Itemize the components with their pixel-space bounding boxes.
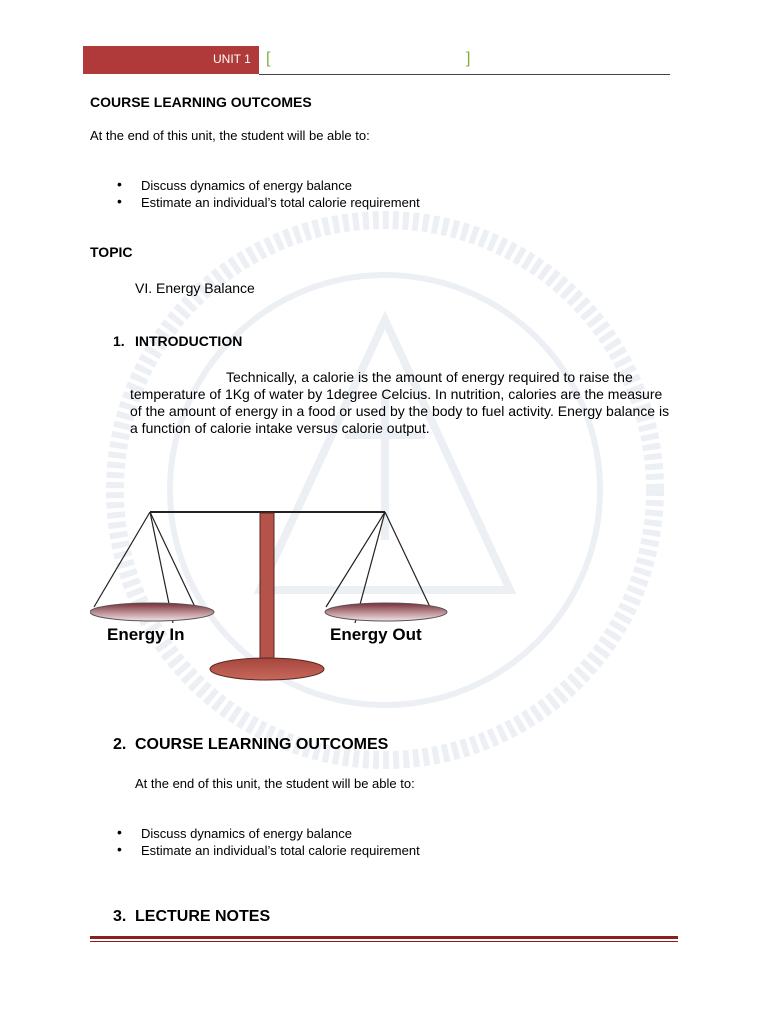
energy-out-label: Energy Out [330, 625, 422, 644]
energy-in-label: Energy In [107, 625, 185, 644]
header-bracket-open: [ [266, 50, 271, 67]
footer-rule-thin [90, 941, 678, 942]
balance-scale-figure [90, 505, 450, 685]
list-item: • Discuss dynamics of energy balance [117, 825, 420, 842]
section1-heading: INTRODUCTION [135, 333, 243, 349]
topic-heading: TOPIC [90, 244, 133, 260]
section2-number: 2. [113, 736, 127, 753]
intro-paragraph [130, 369, 675, 437]
section3-number: 3. [113, 908, 127, 925]
section2-heading: COURSE LEARNING OUTCOMES [135, 736, 389, 753]
list-item: • Estimate an individual’s total calorie requirement [117, 842, 420, 859]
unit-label: UNIT 1 [213, 52, 251, 66]
list-item: • Discuss dynamics of energy balance [117, 177, 420, 194]
list-item: • Estimate an individual’s total calorie requirement [117, 194, 420, 211]
header-rule [259, 74, 670, 75]
outcomes-list [117, 177, 420, 211]
section3-heading: LECTURE NOTES [135, 908, 271, 925]
header-bracket-close: ] [466, 50, 471, 67]
outcomes-heading: COURSE LEARNING OUTCOMES [90, 94, 312, 110]
section1-number: 1. [113, 333, 125, 349]
balance-scale-illustration [90, 505, 450, 685]
section2-intro: At the end of this unit, the student will be able to: [135, 776, 415, 791]
footer-rule [90, 936, 678, 939]
topic-item: VI. Energy Balance [135, 280, 255, 296]
outcomes-intro: At the end of this unit, the student will be able to: [90, 128, 370, 143]
intro-paragraph-text: Technically, a calorie is the amount of energy required to raise the temperature of 1Kg of water by 1degree Celcius. In nutrition, calories are the measure of the amount of energy in a food or used by the body to fuel activity. Energy balance is a function of calorie intake versus calorie output. [130, 369, 670, 436]
section2-list [117, 825, 420, 859]
